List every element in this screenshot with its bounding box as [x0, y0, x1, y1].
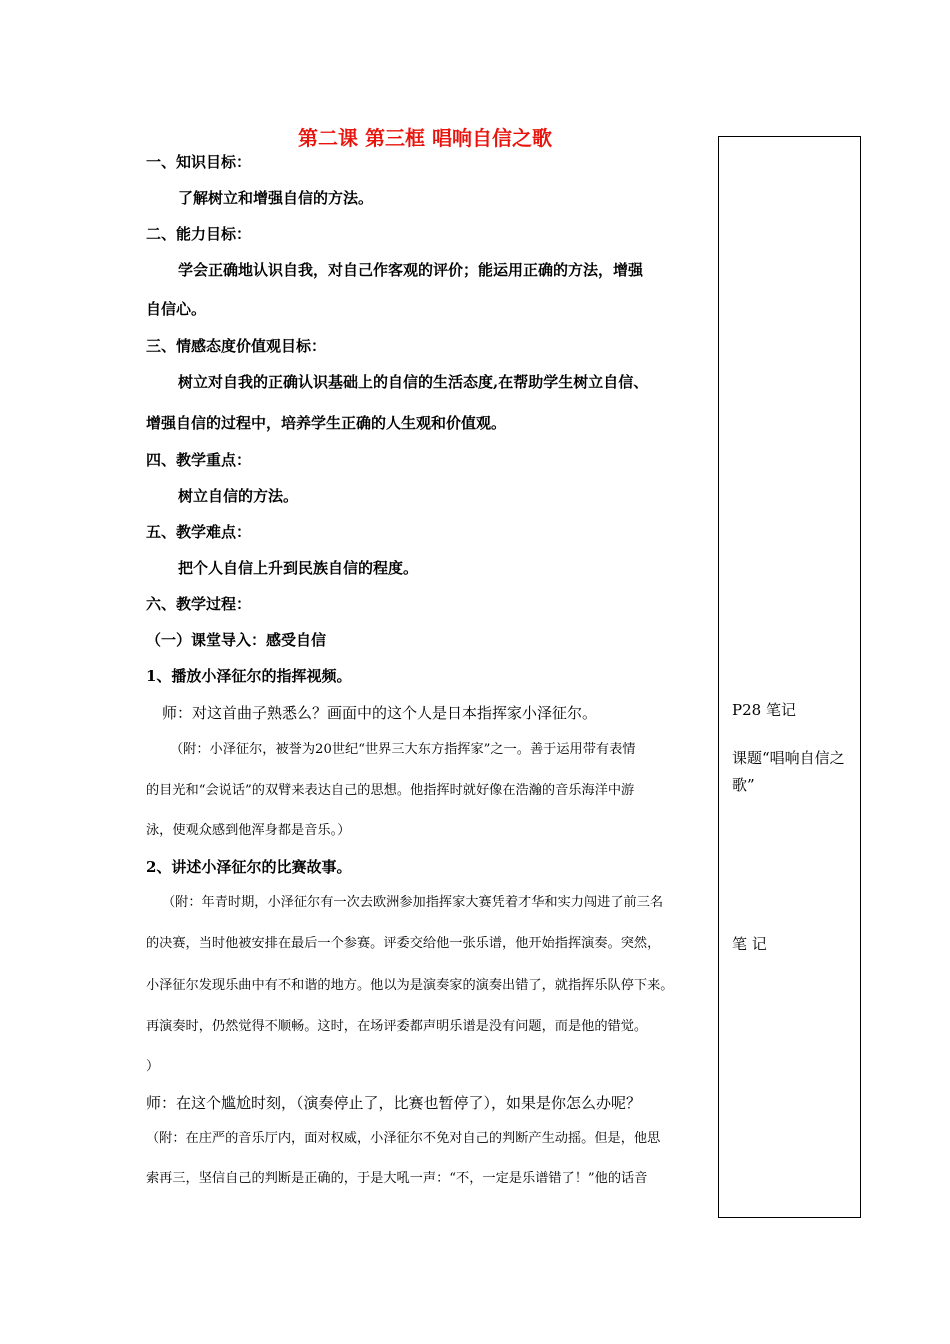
- note-line: 泳，使观众感到他浑身都是音乐。）: [146, 823, 351, 838]
- step-heading: 1、播放小泽征尔的指挥视频。: [146, 667, 352, 685]
- sidebar-p28-note: P28 笔记: [732, 701, 796, 719]
- content-line: 学会正确地认识自我，对自己作客观的评价；能运用正确的方法，增强: [178, 261, 644, 279]
- content-line: 了解树立和增强自信的方法。: [178, 189, 374, 207]
- content-line: 树立自信的方法。: [178, 487, 299, 505]
- section-heading: 六、教学过程：: [146, 595, 252, 613]
- content-line: 增强自信的过程中，培养学生正确的人生观和价值观。: [146, 414, 507, 432]
- note-line: （附：小泽征尔，被誉为20世纪“世界三大东方指挥家”之一。善于运用带有表情: [170, 742, 636, 757]
- notes-sidebar-box: [718, 136, 861, 1218]
- content-line: 把个人自信上升到民族自信的程度。: [178, 559, 419, 577]
- note-line: （附：年青时期，小泽征尔有一次去欧洲参加指挥家大赛凭着才华和实力闯进了前三名: [162, 895, 664, 910]
- note-line: 索再三，坚信自己的判断是正确的，于是大吼一声：“不，一定是乐谱错了！”他的话音: [146, 1171, 648, 1186]
- section-heading: 三、情感态度价值观目标：: [146, 337, 327, 355]
- section-heading: 二、能力目标：: [146, 225, 252, 243]
- sidebar-notes-label: 笔 记: [732, 935, 767, 953]
- note-line: 小泽征尔发现乐曲中有不和谐的地方。他以为是演奏家的演奏出错了，就指挥乐队停下来。: [146, 978, 674, 993]
- note-line: 再演奏时，仍然觉得不顺畅。这时，在场评委都声明乐谱是没有问题，而是他的错觉。: [146, 1019, 648, 1034]
- section-heading: 五、教学难点：: [146, 523, 252, 541]
- step-heading: 2、讲述小泽征尔的比赛故事。: [146, 858, 352, 876]
- teacher-line: 师：在这个尴尬时刻，（演奏停止了，比赛也暂停了），如果是你怎么办呢？: [146, 1094, 642, 1112]
- content-line: 自信心。: [146, 300, 207, 318]
- note-line: ）: [146, 1059, 160, 1074]
- section-heading: 一、知识目标：: [146, 153, 252, 171]
- teacher-line: 师：对这首曲子熟悉么？画面中的这个人是日本指挥家小泽征尔。: [162, 704, 598, 722]
- sidebar-topic: 课题“唱响自信之歌”: [732, 749, 845, 794]
- page-title: 第二课 第三框 唱响自信之歌: [298, 126, 552, 150]
- content-line: 树立对自我的正确认识基础上的自信的生活态度,在帮助学生树立自信、: [178, 373, 649, 391]
- section-heading: 四、教学重点：: [146, 451, 252, 469]
- sub-heading: （一）课堂导入：感受自信: [146, 631, 327, 649]
- note-line: 的目光和“会说话”的双臂来表达自己的思想。他指挥时就好像在浩瀚的音乐海洋中游: [146, 783, 635, 798]
- note-line: 的决赛，当时他被安排在最后一个参赛。评委交给他一张乐谱，他开始指挥演奏。突然，: [146, 936, 661, 951]
- note-line: （附：在庄严的音乐厅内，面对权威，小泽征尔不免对自己的判断产生动摇。但是，他思: [146, 1131, 661, 1146]
